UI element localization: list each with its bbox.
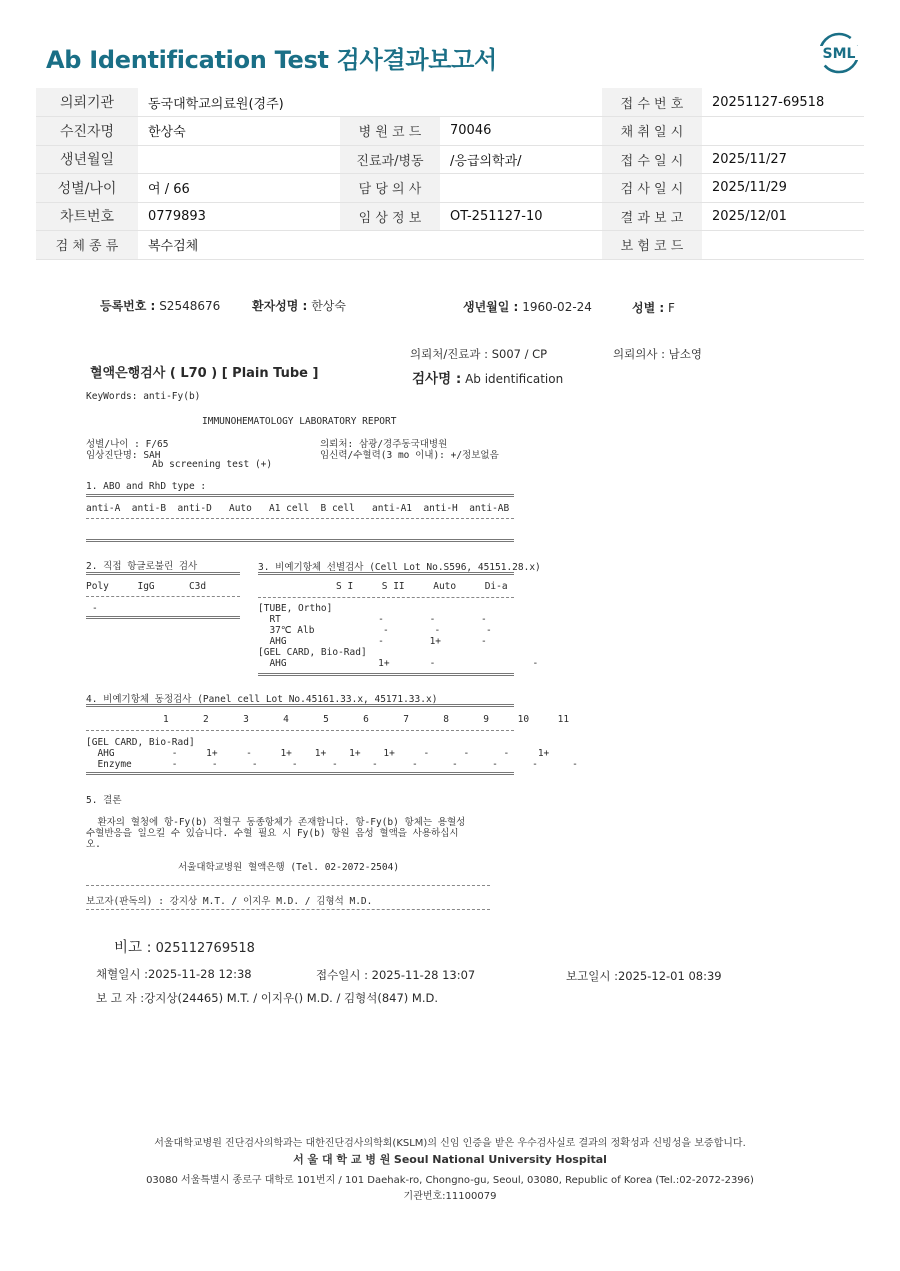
s4-headers: 1 2 3 4 5 6 7 8 9 10 11: [163, 714, 570, 725]
hospital-name-ko: 서 울 대 학 교 병 원: [293, 1153, 391, 1166]
report-title: Ab Identification Test 검사결과보고서: [46, 46, 497, 74]
divider: [86, 909, 490, 910]
dept-label: 진료과/병동: [340, 145, 440, 174]
receipt-no-value: 20251127-69518: [702, 88, 864, 117]
remark-value: 025112769518: [155, 941, 255, 956]
s4-ahg-row: AHG - 1+ - 1+ 1+ 1+ 1+ - - - 1+: [86, 748, 550, 759]
hospital-address: 03080 서울특별시 종로구 대학로 101번지 / 101 Daehak-ro, Chongno-gu, Seoul, 03080, Republic of Korea (Tel.:02-2072-2396): [146, 1175, 754, 1186]
s3-row: [TUBE, Ortho]: [258, 603, 333, 614]
requester-value: 동국대학교의료원(경주): [138, 88, 602, 117]
dob-label: 생년월일 :: [463, 300, 519, 314]
clinical-value: OT-251127-10: [440, 202, 602, 231]
receipt-date-value: 2025/11/27: [702, 145, 864, 174]
table-row: [36, 88, 864, 117]
s5-line: 수혈반응을 일으킬 수 있습니다. 수혈 필요 시 Fy(b) 항원 음성 혈액을 사용하십시: [86, 828, 459, 839]
institution-number: 기관번호:11100079: [403, 1191, 497, 1202]
table-row: [36, 145, 864, 174]
pregnancy: 임신력/수혈력(3 mo 이내): +/정보없음: [320, 450, 499, 461]
divider: [86, 704, 514, 707]
hospital-code-label: 병 원 코 드: [340, 117, 440, 146]
hospital-code-value: 70046: [440, 117, 602, 146]
collect-date-value: [702, 117, 864, 146]
reg-label: 등록번호 :: [100, 299, 156, 313]
divider: [86, 730, 514, 731]
chart-label: 차트번호: [36, 202, 138, 231]
reg-value: S2548676: [159, 299, 221, 313]
sex-age: 성별/나이 : F/65: [86, 439, 169, 450]
name-label: 환자성명 :: [252, 299, 308, 313]
reporter: 보고자(판독의) : 강지상 M.T. / 이지우 M.D. / 김형석 M.D.: [86, 896, 373, 907]
s2-headers: Poly IgG C3d: [86, 581, 207, 592]
s3-row: AHG 1+ - -: [258, 658, 539, 669]
s5-line: 환자의 혈청에 항-Fy(b) 적혈구 동종항체가 존재합니다. 항-Fy(b) 항체는 용혈성: [86, 817, 466, 828]
test-name-label: 검사명 :: [412, 371, 462, 387]
insurance-value: [702, 231, 864, 260]
collect-date-label: 채 취 일 시: [602, 117, 702, 146]
divider: [258, 597, 514, 598]
s3-row: RT - - -: [258, 614, 487, 625]
test-title: 혈액은행검사 ( L70 ) [ Plain Tube ]: [90, 366, 319, 381]
s3-row: [GEL CARD, Bio-Rad]: [258, 647, 367, 658]
table-row: [36, 174, 864, 203]
chart-value: 0779893: [138, 202, 340, 231]
clinical-label: 임 상 정 보: [340, 202, 440, 231]
sex-label: 성별 :: [632, 301, 665, 315]
patient-label: 수진자명: [36, 117, 138, 146]
s4-title: 4. 비예기항체 동정검사 (Panel cell Lot No.45161.33.x, 45171.33.x): [86, 694, 438, 705]
table-row: [36, 231, 864, 260]
sml-logo-icon: [814, 30, 864, 76]
sex-age-label: 성별/나이: [36, 174, 138, 203]
certification-text: 서울대학교병원 진단검사의학과는 대한진단검사의학회(KSLM)의 신임 인증을 받은 우수검사실로 결과의 정확성과 신빙성을 보증합니다.: [154, 1138, 746, 1149]
divider: [86, 596, 240, 597]
table-row: [36, 202, 864, 231]
receipt-no-label: 접 수 번 호: [602, 88, 702, 117]
report-time: 보고일시 :2025-12-01 08:39: [566, 969, 722, 983]
table-row: [36, 117, 864, 146]
diagnosis: 임상진단명: SAH: [86, 450, 161, 461]
patient-value: 한상숙: [138, 117, 340, 146]
reporter-full: 보 고 자 :강지상(24465) M.T. / 이지우() M.D. / 김형석(847) M.D.: [96, 991, 439, 1005]
s3-row: 37℃ Alb - - -: [258, 625, 492, 636]
s4-gel: [GEL CARD, Bio-Rad]: [86, 737, 195, 748]
patient-info-table: [36, 88, 864, 260]
birth-label: 생년월일: [36, 145, 138, 174]
specimen-value: 복수검체: [138, 231, 602, 260]
receive-time: 접수일시 : 2025-11-28 13:07: [316, 968, 476, 982]
hospital-name-en: Seoul National University Hospital: [393, 1153, 607, 1166]
dob-value: 1960-02-24: [522, 300, 592, 314]
s2-title: 2. 직접 항글로불린 검사: [86, 561, 198, 572]
collect-time: 채혈일시 :2025-11-28 12:38: [96, 967, 252, 981]
name-value: 한상숙: [311, 299, 346, 313]
dept-value: /응급의학과/: [440, 145, 602, 174]
referral: 의뢰처/진료과 : S007 / CP: [410, 347, 548, 361]
keywords: KeyWords: anti-Fy(b): [86, 391, 201, 402]
doctor-value: [440, 174, 602, 203]
ref-doctor: 의뢰의사 : 남소영: [613, 347, 702, 361]
divider: [258, 673, 514, 676]
blood-bank: 서울대학교병원 혈액은행 (Tel. 02-2072-2504): [178, 862, 400, 873]
insurance-label: 보 험 코 드: [602, 231, 702, 260]
doctor-label: 담 당 의 사: [340, 174, 440, 203]
report-date-label: 결 과 보 고: [602, 202, 702, 231]
remark-label: 비고 :: [114, 940, 152, 956]
report-date-value: 2025/12/01: [702, 202, 864, 231]
lab-report-title: IMMUNOHEMATOLOGY LABORATORY REPORT: [202, 416, 397, 427]
s5-title: 5. 결론: [86, 795, 122, 806]
s1-headers: anti-A anti-B anti-D Auto A1 cell B cell anti-A1 anti-H anti-AB: [86, 503, 510, 514]
test-date-label: 검 사 일 시: [602, 174, 702, 203]
logo-text: SML: [822, 46, 856, 62]
divider: [86, 539, 514, 542]
s4-enzyme-row: Enzyme - - - - - - - - - - -: [86, 759, 578, 770]
s1-title: 1. ABO and RhD type :: [86, 481, 207, 492]
divider: [86, 518, 514, 519]
divider: [86, 572, 240, 575]
receipt-date-label: 접 수 일 시: [602, 145, 702, 174]
divider: [258, 572, 514, 575]
s5-line: 오.: [86, 839, 101, 850]
test-name-value: Ab identification: [465, 372, 564, 386]
requester-label: 의뢰기관: [36, 88, 138, 117]
sex-value: F: [668, 301, 675, 315]
s3-headers: S I S II Auto Di-a: [336, 581, 508, 592]
test-date-value: 2025/11/29: [702, 174, 864, 203]
divider: [86, 494, 514, 497]
ref-place: 의뢰처: 삼광/경주동국대병원: [320, 439, 448, 450]
s3-title: 3. 비예기항체 선별검사 (Cell Lot No.S596, 45151.28.x): [258, 562, 541, 573]
birth-value: [138, 145, 340, 174]
divider: [86, 885, 490, 886]
s2-value: -: [92, 603, 98, 614]
sex-age-value: 여 / 66: [138, 174, 340, 203]
specimen-label: 검 체 종 류: [36, 231, 138, 260]
divider: [86, 772, 514, 775]
s3-row: AHG - 1+ -: [258, 636, 487, 647]
ab-screen: Ab screening test (+): [152, 459, 273, 470]
divider: [86, 616, 240, 619]
